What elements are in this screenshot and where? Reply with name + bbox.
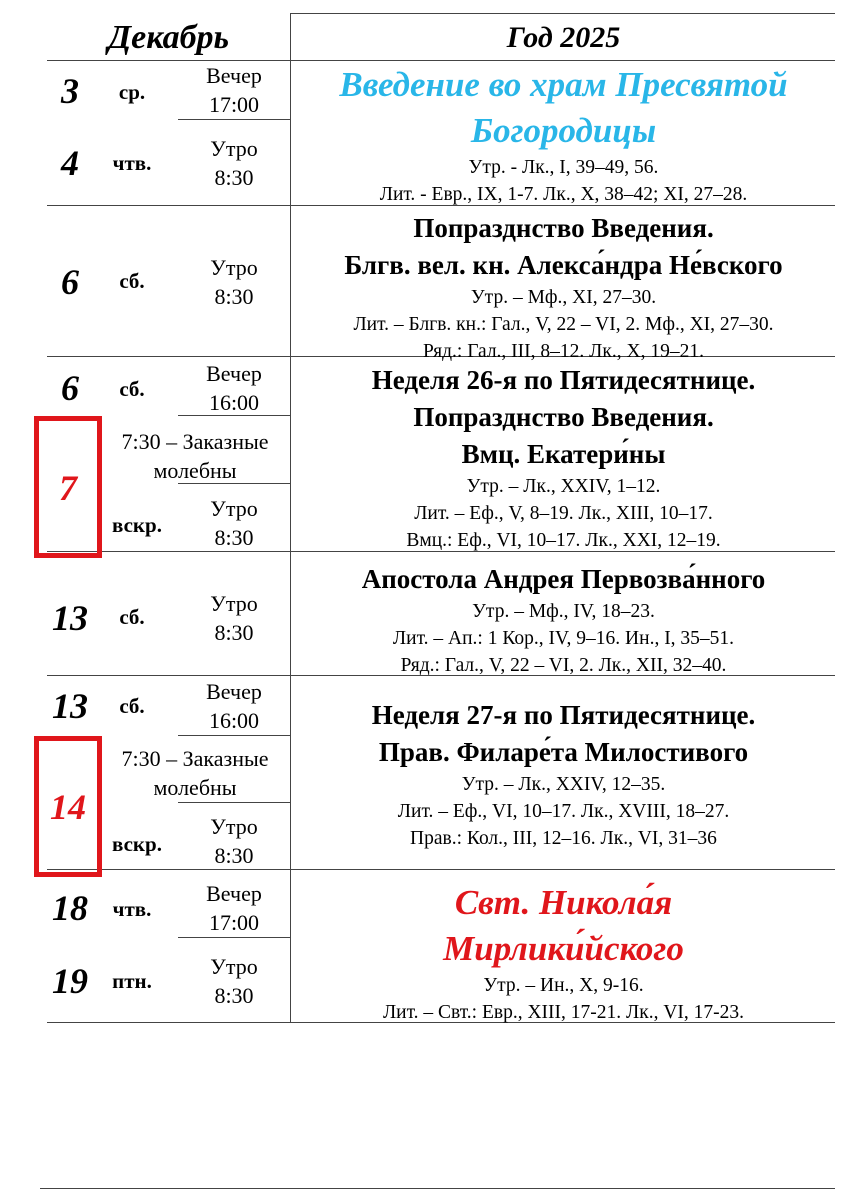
service-time: Вечер 16:00 (206, 679, 262, 733)
feast-title: Свт. Никола́я (454, 883, 673, 922)
weekday: сб. (119, 694, 145, 718)
header-top-line (290, 13, 835, 14)
service-time: Утро 8:30 (210, 255, 258, 309)
day-number-sunday: 7 (59, 468, 77, 508)
reading-line: Утр. – Мф., XI, 27–30. (470, 287, 657, 308)
feast-block (291, 880, 836, 1026)
reading-line: Утр. - Лк., I, 39–49, 56. (468, 157, 659, 178)
feast-title: Богородицы (470, 111, 657, 150)
reading-line: Лит. – Ап.: 1 Кор., IV, 9–16. Ин., I, 35–51. (392, 628, 735, 649)
reading-line: Утр. – Лк., XXIV, 12–35. (461, 774, 666, 795)
weekday: ср. (118, 80, 146, 104)
day-number: 6 (61, 262, 79, 302)
year-title: Год 2025 (506, 21, 621, 54)
feast-block (291, 697, 836, 852)
service-time: Утро 8:30 (210, 814, 258, 868)
reading-line: Лит. – Блгв. кн.: Гал., V, 22 – VI, 2. Мф., XI, 27–30. (353, 314, 774, 335)
row-divider (47, 869, 835, 870)
reading-line: Лит. – Еф., V, 8–19. Лк., XIII, 10–17. (414, 503, 713, 524)
service-divider (178, 735, 290, 736)
service-time: Утро 8:30 (210, 591, 258, 645)
month-title: Декабрь (107, 19, 230, 56)
feast-block (291, 561, 836, 679)
day-number: 4 (61, 143, 79, 183)
service-time: Вечер 17:00 (206, 63, 262, 117)
footer-line (40, 1188, 835, 1189)
header-bottom-line (47, 60, 835, 61)
feast-title: Неделя 26-я по Пятидесятнице. (371, 365, 756, 395)
feast-block (291, 210, 836, 365)
day-number: 13 (52, 598, 88, 638)
feast-title: Неделя 27-я по Пятидесятнице. (371, 700, 756, 730)
reading-line: Вмц.: Еф., VI, 10–17. Лк., XXI, 12–19. (406, 530, 721, 551)
feast-block (291, 362, 836, 554)
feast-title: Введение во храм Пресвятой (339, 65, 788, 104)
feast-title: Мирлики́йского (443, 929, 684, 968)
weekday: сб. (119, 377, 145, 401)
feast-title: Апостола Андрея Первозва́нного (361, 564, 766, 594)
reading-line: Ряд.: Гал., V, 22 – VI, 2. Лк., XII, 32–40. (400, 655, 727, 676)
service-divider (178, 119, 290, 120)
feast-title: Попразднство Введения. (413, 213, 714, 243)
weekday: чтв. (112, 151, 152, 175)
weekday: сб. (119, 269, 145, 293)
service-divider (178, 937, 290, 938)
day-number: 19 (52, 961, 88, 1001)
reading-line: Лит. – Свт.: Евр., XIII, 17-21. Лк., VI, 17-23. (382, 1002, 745, 1023)
reading-line: Лит. - Евр., IX, 1-7. Лк., X, 38–42; XI, 27–28. (379, 184, 748, 205)
service-time: Вечер 17:00 (206, 881, 262, 935)
day-number-sunday: 14 (50, 787, 86, 827)
prayer-service-note: 7:30 – Заказные молебны (121, 746, 269, 800)
feast-title: Блгв. вел. кн. Алекса́ндра Не́вского (344, 250, 783, 280)
service-divider (178, 802, 290, 803)
day-number: 18 (52, 888, 88, 928)
weekday: чтв. (112, 897, 152, 921)
reading-line: Утр. – Лк., XXIV, 1–12. (466, 476, 661, 497)
feast-title: Попразднство Введения. (413, 402, 714, 432)
reading-line: Лит. – Еф., VI, 10–17. Лк., XVIII, 18–27. (397, 801, 730, 822)
weekday: вскр. (112, 513, 162, 537)
service-time: Утро 8:30 (210, 496, 258, 550)
reading-line: Ряд.: Гал., III, 8–12. Лк., X, 19–21. (423, 341, 704, 362)
service-time: Утро 8:30 (210, 954, 258, 1008)
reading-line: Утр. – Мф., IV, 18–23. (472, 601, 655, 622)
prayer-service-note: 7:30 – Заказные молебны (121, 429, 269, 483)
feast-block (291, 62, 836, 208)
day-number: 13 (52, 686, 88, 726)
day-number: 3 (61, 71, 79, 111)
day-number: 6 (61, 368, 79, 408)
service-time: Утро 8:30 (210, 136, 258, 190)
weekday: сб. (119, 605, 145, 629)
reading-line: Прав.: Кол., III, 12–16. Лк., VI, 31–36 (410, 828, 717, 849)
weekday: птн. (112, 969, 152, 993)
service-time: Вечер 16:00 (206, 361, 262, 415)
weekday: вскр. (112, 832, 162, 856)
reading-line: Утр. – Ин., X, 9-16. (483, 975, 644, 996)
feast-title: Вмц. Екатери́ны (461, 439, 666, 469)
feast-title: Прав. Филаре́та Милостивого (378, 737, 749, 767)
